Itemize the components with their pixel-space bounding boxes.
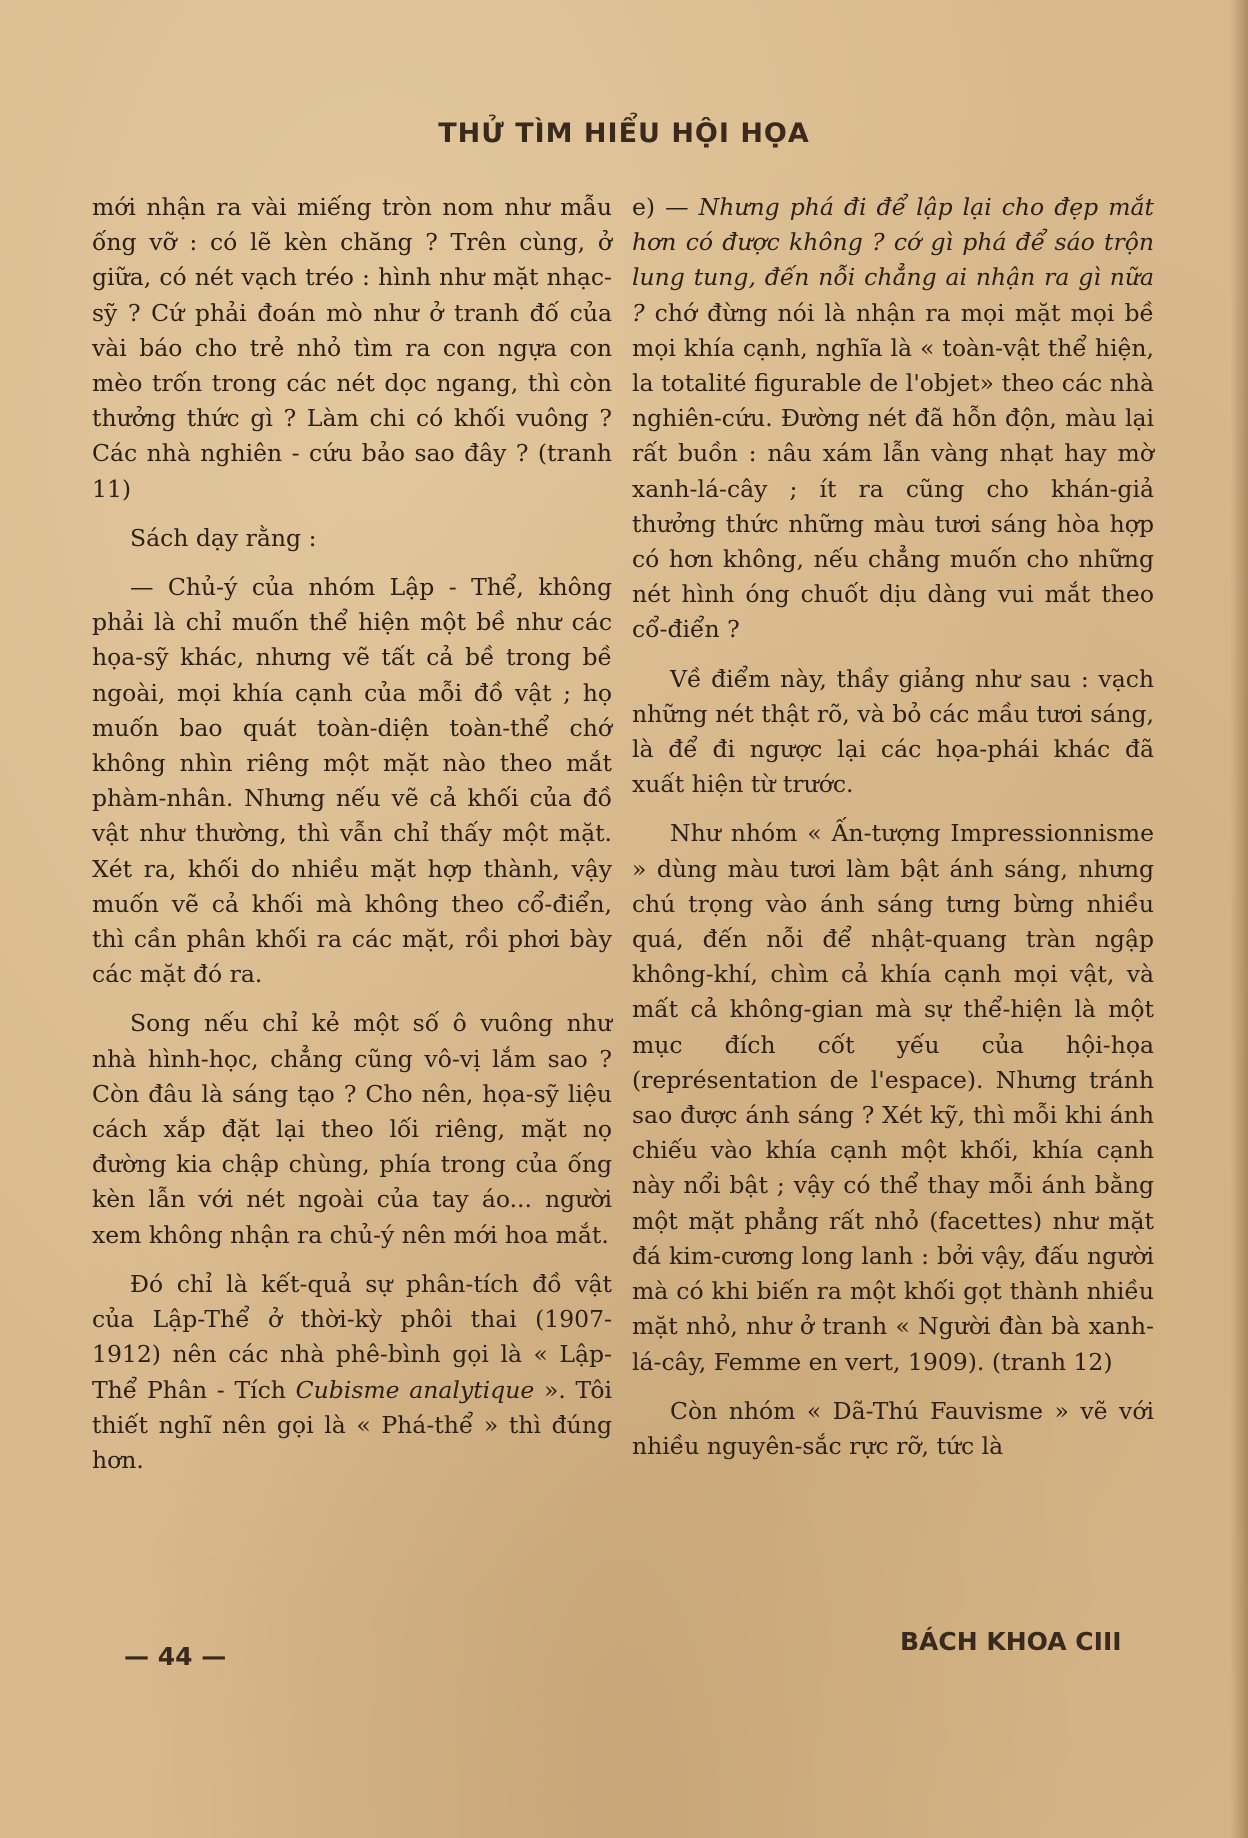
text-run: chớ đừng nói là nhận ra mọi mặt mọi bề mọi khía cạnh, nghĩa là « toàn-vật thể hiện, la totalité figurable de l'objet» theo các nhà nghiên-cứu. Đường nét đã hỗn độn, màu lại rất buồn : nâu xám lẫn vàng nhạt hay mờ xanh-lá-cây ; ít ra cũng cho khán-giả thưởng thức những màu tươi sáng hòa hợp có hơn không, nếu chẳng muốn cho những nét hình óng chuốt dịu dàng vui mắt theo cổ-điển ? [632,298,1154,644]
left-column [92,190,612,1492]
text-run: Đó chỉ là kết-quả sự phân-tích đồ vật của Lập-Thể ở thời-kỳ phôi thai (1907-1912) nên các nhà phê-bình gọi là « Lập-Thể Phân - Tích [92,1269,612,1404]
italic-question: Nhưng phá đi để lập lại cho đẹp mắt hơn có được không ? cớ gì phá để sáo trộn lung tung, đến nỗi chẳng ai nhận ra gì nữa ? [632,193,1155,327]
paragraph: mới nhận ra vài miếng tròn nom như mẫu ống vỡ : có lẽ kèn chăng ? Trên cùng, ở giữa, có nét vạch tréo : hình như mặt nhạc-sỹ ? Cứ phải đoán mò như ở tranh đố của vài báo cho trẻ nhỏ tìm ra con ngựa con mèo trốn trong các nét dọc ngang, thì còn thưởng thức gì ? Làm chi có khối vuông ? Các nhà nghiên - cứu bảo sao đây ? (tranh 11) [92,193,612,503]
paragraph [92,1267,612,1478]
running-title: THỬ TÌM HIỂU HỘI HỌA [438,118,810,149]
paragraph: Sách dạy rằng : [130,523,317,552]
paragraph: Về điểm này, thầy giảng như sau : vạch những nét thật rõ, và bỏ các mầu tươi sáng, là để đi ngược lại các họa-phái khác đã xuất hiện từ trước. [632,664,1154,799]
page-edge-shadow [1230,0,1248,1838]
paragraph: Song nếu chỉ kẻ một số ô vuông như nhà hình-học, chẳng cũng vô-vị lắm sao ? Còn đâu là sáng tạo ? Cho nên, họa-sỹ liệu cách xắp đặt lại theo lối riêng, mặt nọ đường kia chập chùng, phía trong của ống kèn lẫn với nét ngoài của tay áo... người xem không nhận ra chủ-ý nên mới hoa mắt. [92,1009,612,1249]
italic-term: Cubisme analytique [295,1375,535,1404]
paragraph: Như nhóm « Ấn-tượng Impressionnisme » dùng màu tươi làm bật ánh sáng, nhưng chú trọng vào ánh sáng tưng bừng nhiều quá, đến nỗi để nhật-quang tràn ngập không-khí, chìm cả khía cạnh mọi vật, và mất cả không-gian mà sự thể-hiện là một mục đích cốt yếu của hội-họa (représentation de l'espace). Nhưng tránh sao được ánh sáng ? Xét kỹ, thì mỗi khi ánh chiếu vào khía cạnh một khối, khía cạnh này nổi bật ; vậy có thể thay mỗi ánh bằng một mặt phẳng rất nhỏ (facettes) như mặt đá kim-cương long lanh : bởi vậy, đấu người mà có khi biến ra một khối gọt thành nhiều mặt nhỏ, như ở tranh « Người đàn bà xanh-lá-cây, Femme en vert, 1909). (tranh 12) [632,819,1154,1376]
paragraph [632,190,1154,648]
paragraph: — Chủ-ý của nhóm Lập - Thể, không phải là chỉ muốn thể hiện một bề như các họa-sỹ khác, nhưng vẽ tất cả bề trong bề ngoài, mọi khía cạnh của mỗi đồ vật ; họ muốn bao quát toàn-diện toàn-thể chớ không nhìn riêng một mặt nào theo mắt phàm-nhân. Nhưng nếu vẽ cả khối của đồ vật như thường, thì vẫn chỉ thấy một mặt. Xét ra, khối do nhiều mặt hợp thành, vậy muốn vẽ cả khối mà không theo cổ-điển, thì cần phân khối ra các mặt, rồi phơi bày các mặt đó ra. [92,573,612,989]
text-run: ». Tôi thiết nghĩ nên gọi là « Phá-thể » thì đúng hơn. [92,1375,612,1474]
right-column [632,190,1154,1478]
text-run: e) — [632,193,699,221]
paragraph: Còn nhóm « Dã-Thú Fauvisme » vẽ với nhiều nguyên-sắc rực rỡ, tức là [632,1396,1154,1460]
page-number: — 44 — [124,1642,227,1671]
journal-name: BÁCH KHOA CIII [900,1627,1122,1656]
